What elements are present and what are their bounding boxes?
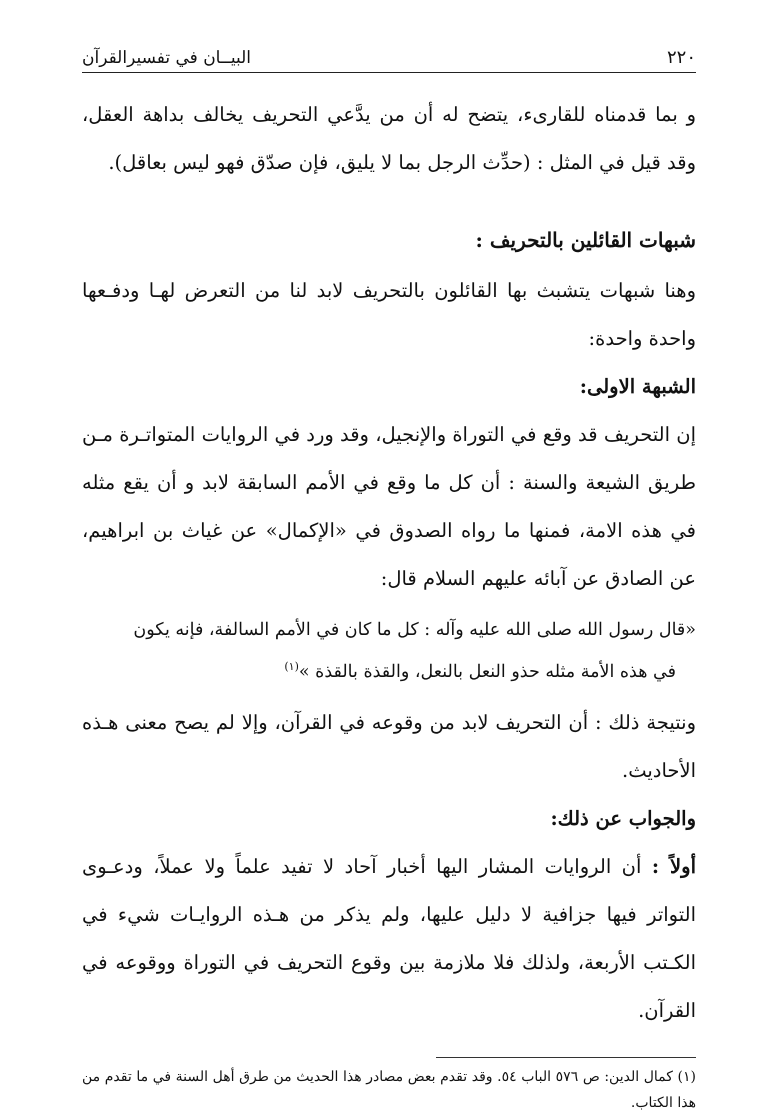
quote-line-1: «قال رسول الله صلى الله عليه وآله : كل ما كان في الأمم السالفة، فإنه يكون <box>133 620 696 640</box>
page-number: ٢٢٠ <box>666 47 696 68</box>
paragraph-answer <box>82 843 696 1035</box>
page-body <box>82 91 696 1035</box>
paragraph-doubts: وهنا شبهات يتشبث بها القائلون بالتحريف لابد لنا من التعرض لهـا ودفـعها واحدة واحدة: <box>82 279 696 350</box>
paragraph-first-doubt: إن التحريف قد وقع في التوراة والإنجيل، وقد ورد في الروايات المتواتـرة مـن طريق الشيعة والسنة : أن كل ما وقع في الأمم السابقة لابد و أن يقع مثله في هذه الامة، فمنها ما رواه الصدوق في «الإكمال» عن غياث بن ابراهيم، عن الصادق عن آبائه عليهم السلام قال: <box>82 423 696 590</box>
answer-lead: أولاً : <box>651 855 696 878</box>
answer-text: أن الروايات المشار اليها أخبار آحاد لا تفيد علماً ولا عملاً، ودعـوى التواتر فيها جزافية لا دليل عليها، ولم يذكر من هـذه الروايـات شيء في الكـتب الأربعة، ولذلك فلا ملازمة بين وقوع التحريف في التوراة ووقوعه في القرآن. <box>82 855 696 1022</box>
running-title: البيــان في تفسيرالقرآن <box>82 48 251 68</box>
first-doubt-heading: الشبهة الاولى: <box>579 375 696 398</box>
hadith-quote <box>82 609 696 693</box>
section-heading: شبهات القائلين بالتحريف : <box>475 228 696 252</box>
footnote-marker: (١) <box>284 660 299 674</box>
paragraph-intro: و بما قدمناه للقارىء، يتضح له أن من يدَّعي التحريف يخالف بداهة العقل، وقد قيل في المثل : (حدِّث الرجل بما لا يليق، فإن صدّق فهو ليس بعاقل). <box>82 103 696 174</box>
footnote-divider <box>436 1057 696 1058</box>
quote-line-2-wrap <box>82 651 696 693</box>
quote-line-2: في هذه الأمة مثله حذو النعل بالنعل، والقذة بالقذة » <box>298 662 676 682</box>
answer-heading: والجواب عن ذلك: <box>550 807 696 830</box>
page-header <box>82 38 696 73</box>
footnote-text: (١) كمال الدين: ص ٥٧٦ الباب ٥٤. وقد تقدم بعض مصادر هذا الحديث من طرق أهل السنة في ما تقدم من هذا الكتاب. <box>82 1069 696 1111</box>
paragraph-conclusion: ونتيجة ذلك : أن التحريف لابد من وقوعه في القرآن، وإلا لم يصح معنى هـذه الأحاديث. <box>82 711 696 782</box>
